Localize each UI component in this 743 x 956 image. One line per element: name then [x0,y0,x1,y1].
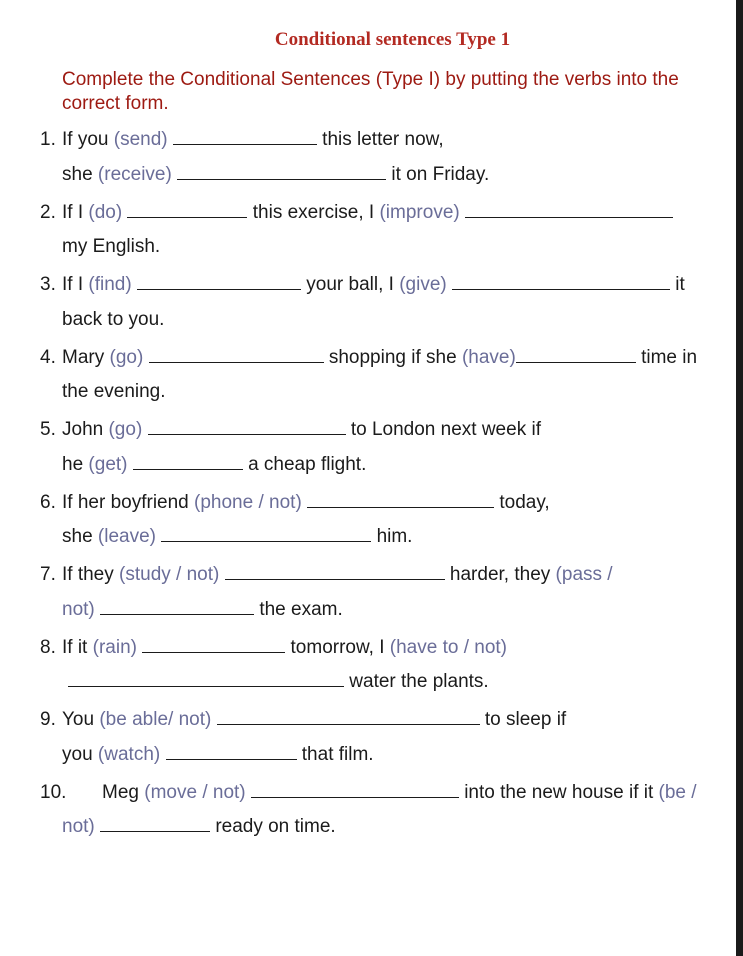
question-4-line-2: the evening. [62,381,166,402]
text: you [62,744,98,765]
question-9-line-1 [62,708,566,732]
verb-hint: (go) [109,347,144,368]
question-8-number: 8. [40,637,56,658]
question-5-line-1 [62,418,541,442]
verb-hint: (have) [461,347,516,368]
question-7-line-2 [62,598,343,622]
text: John [62,419,109,440]
answer-blank-2a[interactable] [127,201,247,218]
answer-blank-10b[interactable] [100,815,210,832]
verb-hint: (find) [88,274,132,295]
answer-blank-6a[interactable] [307,491,494,508]
text: If it [62,637,93,658]
question-6-line-1 [62,491,550,515]
answer-blank-10a[interactable] [251,781,459,798]
verb-hint: (do) [88,202,123,223]
question-10-line-2 [62,815,336,839]
text: ready on time. [215,816,336,837]
question-5-number: 5. [40,419,56,440]
answer-blank-9b[interactable] [166,743,297,760]
question-8-line-2 [68,670,489,694]
text: that film. [301,744,374,765]
verb-hint: (watch) [97,744,161,765]
question-9-number: 9. [40,709,56,730]
question-6-number: 6. [40,492,56,513]
text: this exercise, I [252,202,380,223]
answer-blank-8a[interactable] [142,636,285,653]
answer-blank-5a[interactable] [148,418,346,435]
text: If I [62,202,89,223]
verb-hint: (leave) [97,526,156,547]
verb-hint: (be able/ not) [99,709,212,730]
text: shopping if she [328,347,462,368]
question-3-line-2: back to you. [62,309,165,330]
answer-blank-4a[interactable] [149,346,324,363]
text: to London next week if [350,419,541,440]
question-1-number: 1. [40,129,56,150]
question-7-number: 7. [40,564,56,585]
question-2-line-1 [62,201,673,225]
text: If they [62,564,120,585]
question-1-line-2 [62,163,489,187]
text: You [62,709,100,730]
answer-blank-3a[interactable] [137,273,301,290]
text: she [62,164,98,185]
text: If her boyfriend [62,492,195,513]
answer-blank-1a[interactable] [173,128,317,145]
verb-hint: (improve) [379,202,460,223]
text: tomorrow, I [290,637,390,658]
question-10-number: 10. [40,782,67,803]
text: Mary [62,347,110,368]
text: into the new house if it [464,782,659,803]
instructions: Complete the Conditional Sentences (Type I) by putting the verbs into the correct form. [62,69,679,114]
text: it [675,274,685,295]
answer-blank-4b[interactable] [516,346,636,363]
text: today, [499,492,550,513]
question-4-line-1 [62,346,697,370]
text: harder, they [449,564,556,585]
text: he [62,454,89,475]
text: Meg [102,782,145,803]
verb-hint: (study / not) [119,564,220,585]
verb-hint: not) [62,599,95,620]
text: the exam. [259,599,343,620]
verb-hint: (send) [113,129,168,150]
text: If I [62,274,89,295]
verb-hint: (give) [399,274,447,295]
answer-blank-7a[interactable] [225,563,445,580]
verb-hint: (move / not) [144,782,246,803]
question-9-line-2 [62,743,374,767]
question-1-line-1 [62,128,444,152]
question-8-line-1 [62,636,507,660]
text: time in [641,347,698,368]
verb-hint: (have to / not) [389,637,508,658]
answer-blank-5b[interactable] [133,453,243,470]
verb-hint: (be / [658,782,697,803]
verb-hint: (pass / [555,564,613,585]
text: a cheap flight. [248,454,367,475]
question-3-number: 3. [40,274,56,295]
question-3-line-1 [62,273,685,297]
answer-blank-1b[interactable] [177,163,386,180]
question-2-line-2: my English. [62,236,161,257]
page-title: Conditional sentences Type 1 [274,29,511,50]
verb-hint: (receive) [97,164,172,185]
text: this letter now, [322,129,444,150]
question-5-line-2 [62,453,366,477]
answer-blank-9a[interactable] [217,708,480,725]
verb-hint: (rain) [92,637,137,658]
answer-blank-2b[interactable] [465,201,673,218]
question-6-line-2 [62,525,412,549]
verb-hint: (go) [108,419,143,440]
verb-hint: (phone / not) [194,492,302,513]
question-2-number: 2. [40,202,56,223]
text: she [62,526,98,547]
text: If you [62,129,114,150]
verb-hint: (get) [88,454,128,475]
page-edge [736,0,743,956]
question-7-line-1 [62,563,613,587]
text: him. [376,526,413,547]
question-10-line-1 [102,781,697,805]
answer-blank-7b[interactable] [100,598,254,615]
text: your ball, I [306,274,400,295]
text: water the plants. [349,671,489,692]
question-4-number: 4. [40,347,56,368]
text: to sleep if [484,709,567,730]
verb-hint: not) [62,816,95,837]
text: it on Friday. [391,164,490,185]
answer-blank-6b[interactable] [161,525,371,542]
answer-blank-8b[interactable] [68,670,344,687]
answer-blank-3b[interactable] [452,273,670,290]
